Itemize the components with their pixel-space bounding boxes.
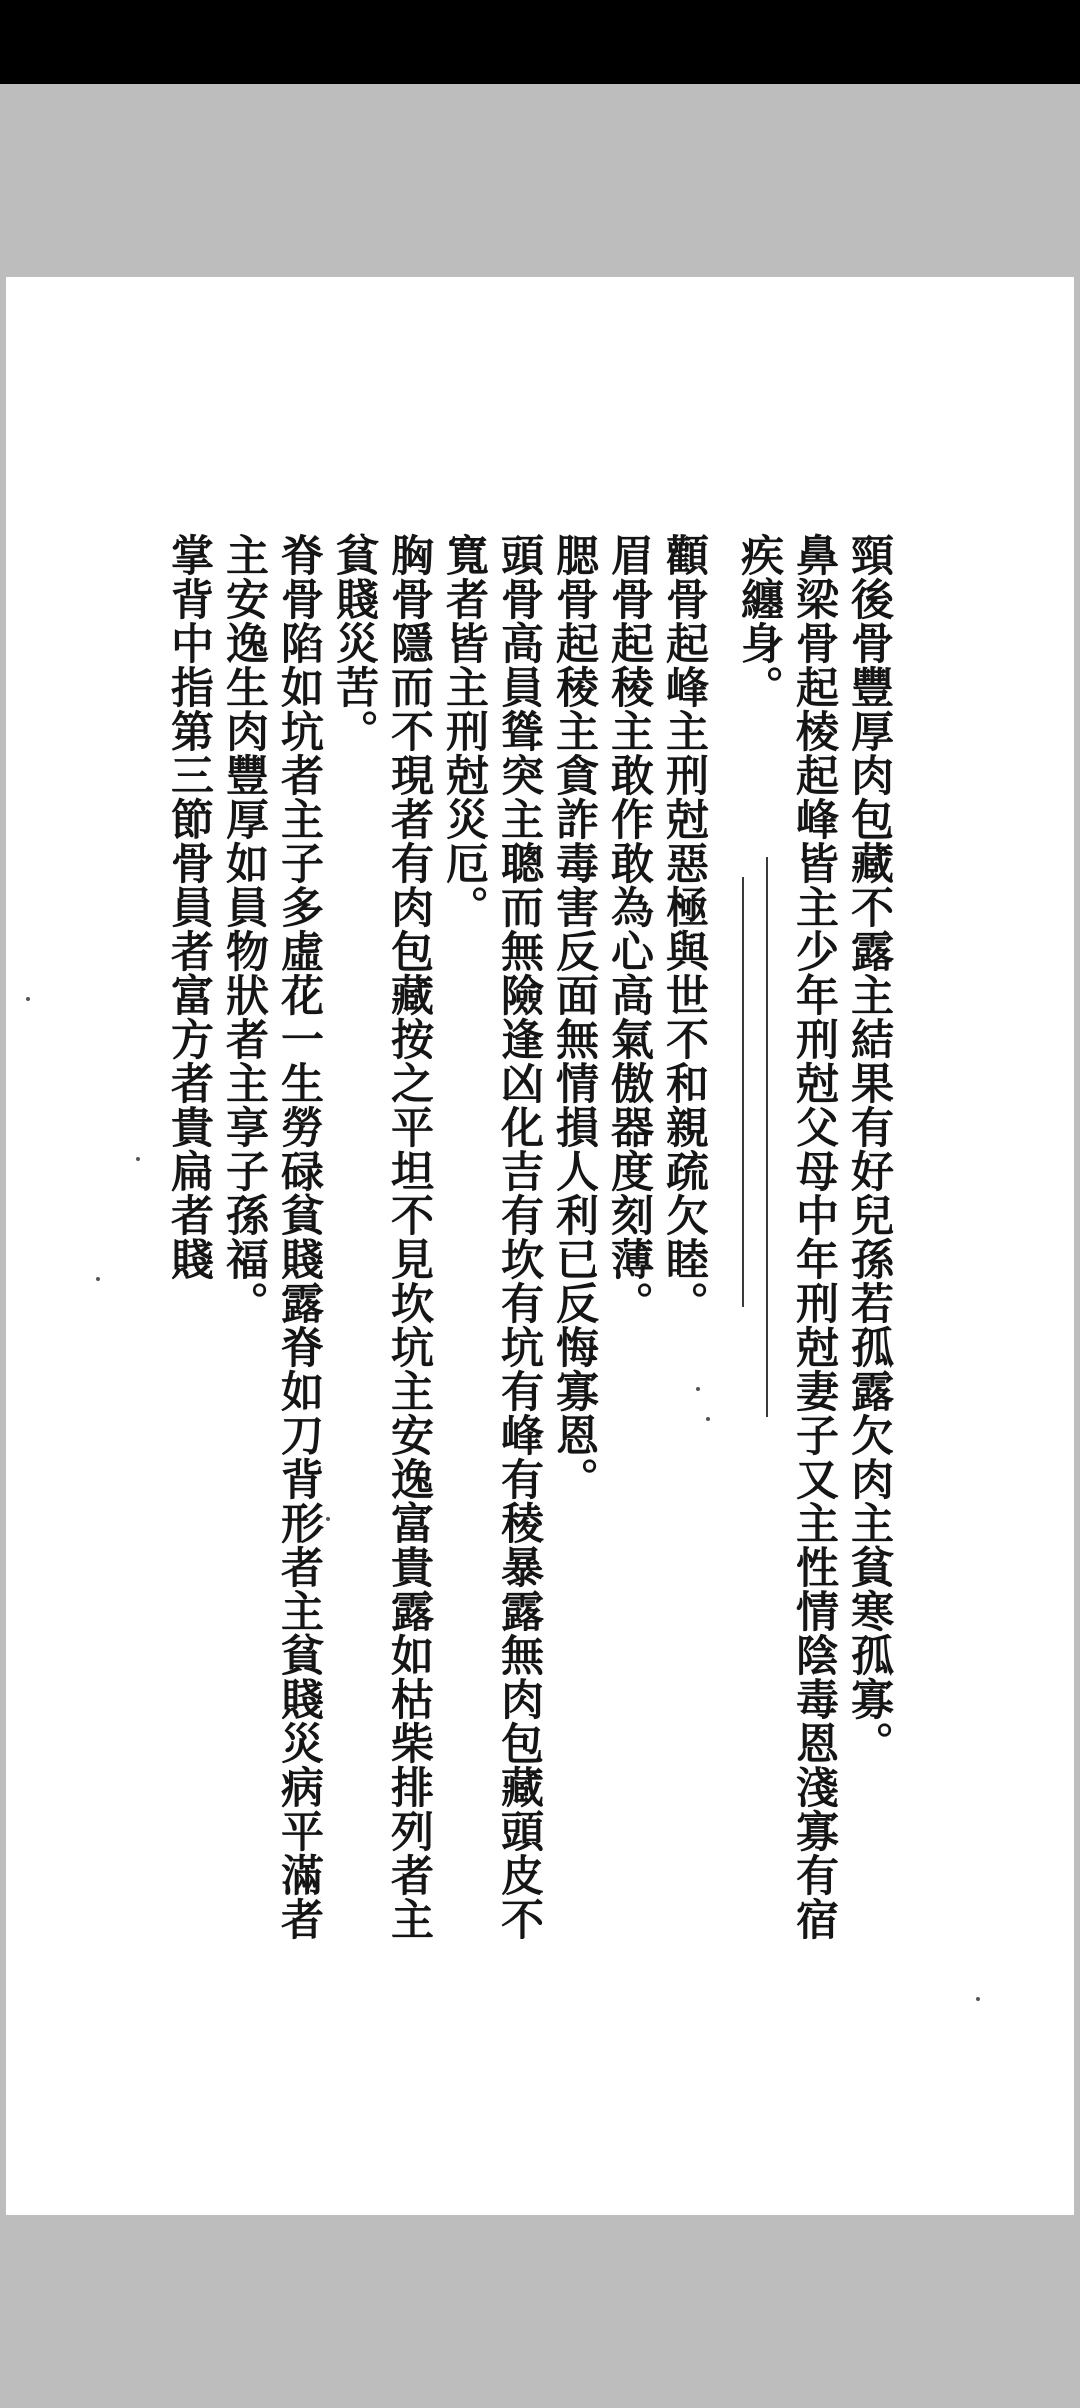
scan-speck [326,1517,330,1521]
status-bar [0,0,1080,84]
vertical-text-block [161,533,896,1993]
text-line-9: 胸骨隱而不現者有肉包藏按之平坦不見坎坑主安逸富貴露如枯柴排列者主 [384,533,434,1941]
margin-rule [742,877,744,1307]
text-line-13: 掌背中指第三節骨員者富方者貴扁者賤 [164,533,214,1281]
text-line-6: 腮骨起稜主貪詐毒害反面無情損人利已反悔寡恩。 [549,533,599,1501]
text-line-12: 主安逸生肉豐厚如員物狀者主享子孫福。 [219,533,269,1325]
text-line-2: 鼻梁骨起棱起峰皆主少年刑尅父母中年刑尅妻子又主性情陰毒恩淺寡有宿 [789,533,839,1941]
text-line-10: 貧賤災苦。 [329,533,379,753]
column-gap [711,533,731,1993]
text-line-7: 頭骨高員聳突主聰而無險逢凶化吉有坎有坑有峰有稜暴露無肉包藏頭皮不 [494,533,544,1941]
scan-speck [136,1157,140,1161]
scan-speck [696,1387,700,1391]
text-line-1: 頸後骨豐厚肉包藏不露主結果有好兒孫若孤露欠肉主貧寒孤寡。 [844,533,894,1765]
scan-speck [976,1997,980,2001]
scan-speck [26,997,30,1001]
scanned-page [6,277,1074,2215]
margin-rule [766,857,768,1417]
text-line-4: 顴骨起峰主刑尅惡極與世不和親疏欠睦。 [659,533,709,1325]
text-line-11: 脊骨陷如坑者主子多虛花一生勞碌貧賤露脊如刀背形者主貧賤災病平滿者 [274,533,324,1941]
text-line-5: 眉骨起稜主敢作敢為心高氣傲器度刻薄。 [604,533,654,1325]
text-line-8: 寬者皆主刑尅災厄。 [439,533,489,929]
text-line-3: 疾纏身。 [734,533,784,709]
scan-speck [706,1417,710,1421]
scan-speck [96,1277,100,1281]
